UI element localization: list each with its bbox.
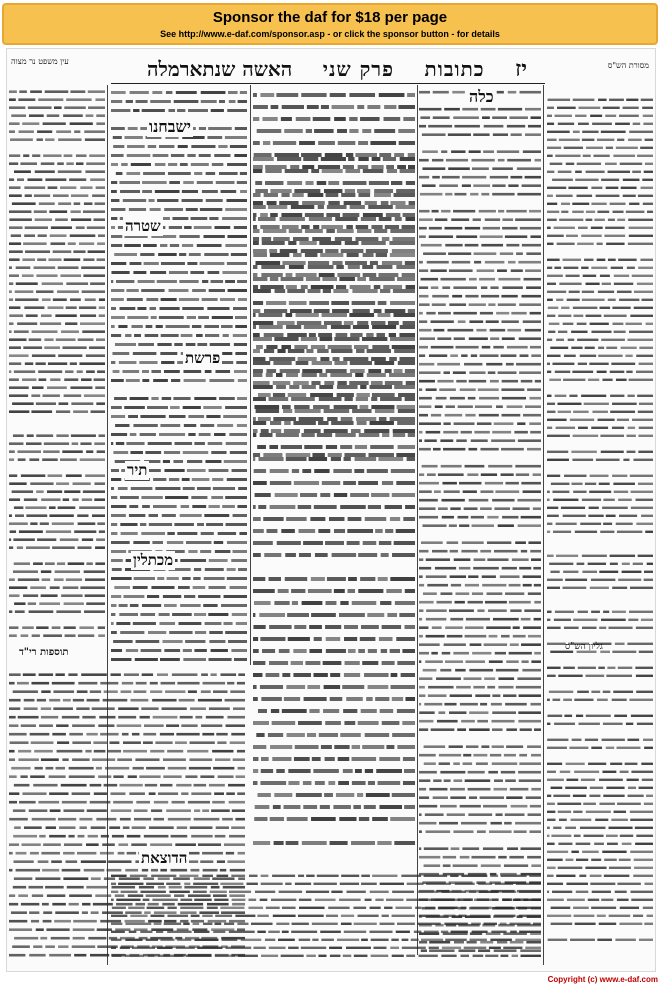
dibur-hamatchil-tir: תיר bbox=[127, 461, 148, 479]
dibur-hamatchil-kallah: כלה bbox=[469, 87, 494, 106]
dibur-hamatchil-shitrah: שטרה bbox=[125, 217, 161, 235]
talmud-page bbox=[6, 48, 656, 972]
gilyon-hashas-header: גליון הש"ס bbox=[565, 642, 603, 652]
sponsor-banner-title[interactable]: Sponsor the daf for $18 per page bbox=[212, 9, 448, 26]
rashi-header: מסורת הש"ס bbox=[607, 61, 649, 70]
gutter-right bbox=[543, 85, 544, 965]
gutter-inner-right bbox=[417, 85, 418, 955]
dibur-hamatchil-mesarain: מכתלין bbox=[133, 551, 174, 569]
dibur-hamatchil-yishbechenu: ישבחנו bbox=[149, 117, 191, 136]
tosafot-column bbox=[111, 85, 247, 665]
sponsor-banner[interactable] bbox=[2, 3, 658, 45]
copyright-link[interactable]: Copyright (c) www.e-daf.com bbox=[547, 975, 658, 984]
gemara-main-column bbox=[253, 149, 415, 849]
masoret-hashas-column bbox=[547, 85, 653, 965]
rashi-column bbox=[419, 85, 541, 955]
header-rule bbox=[111, 83, 545, 84]
dibur-hamatchil-pirkhah: פרשת bbox=[185, 349, 221, 367]
gutter-inner-left bbox=[250, 85, 251, 665]
bottom-commentary bbox=[111, 869, 541, 965]
ein-mishpat-column bbox=[9, 85, 105, 645]
tractate-name: כתובות bbox=[424, 56, 485, 81]
chapter-incipit: האשה שנתארמלה bbox=[147, 56, 293, 81]
page-header bbox=[147, 55, 527, 83]
tosafot-rid-header: תוספות רי"ד bbox=[19, 647, 69, 658]
page-number: יז bbox=[515, 56, 527, 82]
chapter-name: פרק שני bbox=[322, 56, 395, 81]
dibur-hamatchil-hotzaah: הדוצאת bbox=[141, 849, 188, 867]
sponsor-banner-subtitle[interactable]: See http://www.e-daf.com/sponsor.asp - or click the sponsor button - for details bbox=[160, 29, 500, 39]
right-margin-header: עין משפט נר מצוה bbox=[11, 57, 69, 66]
